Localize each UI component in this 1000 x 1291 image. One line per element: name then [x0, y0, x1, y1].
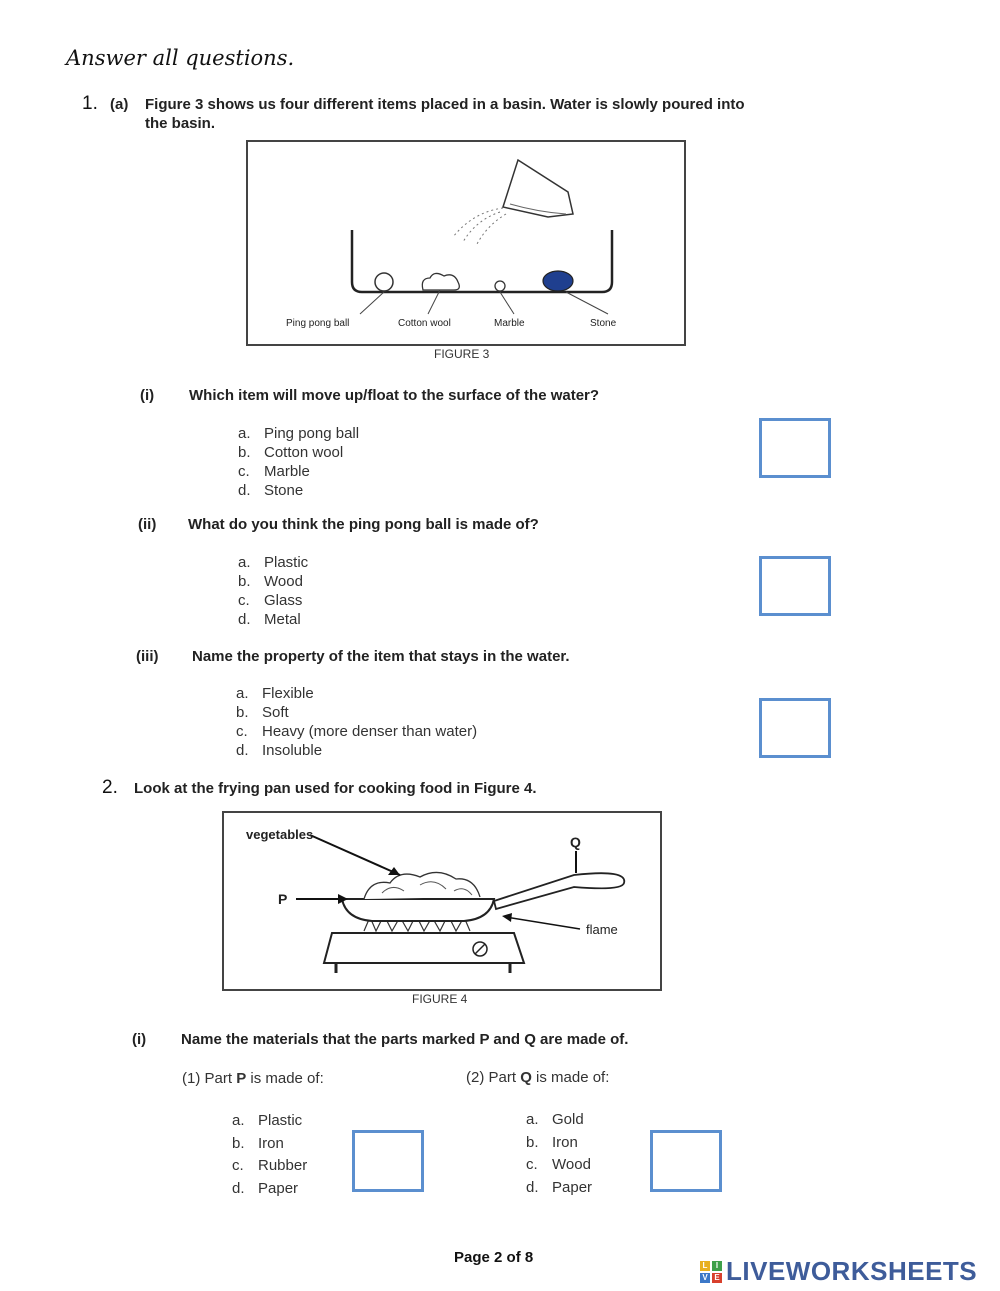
part-q-options	[526, 1109, 592, 1199]
liveworksheets-logo	[700, 1256, 977, 1287]
label-ping-pong-ball: Ping pong ball	[286, 318, 350, 329]
option: a. Plastic	[232, 1112, 303, 1129]
option: a. Gold	[526, 1111, 584, 1128]
q1-ii-text: What do you think the ping pong ball is made of?	[188, 516, 539, 533]
question-1-stem-line1: Figure 3 shows us four different items placed in a basin. Water is slowly poured into	[145, 96, 745, 113]
q1-iii-options	[236, 684, 477, 760]
label-marble: Marble	[494, 318, 525, 329]
part-p-heading: (1) Part P is made of:	[182, 1070, 324, 1087]
option: d. Metal	[238, 611, 301, 628]
question-1a-label: (a)	[110, 96, 129, 113]
label-stone: Stone	[590, 318, 617, 329]
option: c. Rubber	[232, 1157, 308, 1174]
option: c. Heavy (more denser than water)	[236, 723, 478, 740]
question-1-stem-line2: the basin.	[145, 115, 216, 132]
answer-box-q1-ii[interactable]	[759, 556, 831, 616]
q1-iii-text: Name the property of the item that stays in the water.	[192, 648, 570, 665]
question-2-number: 2.	[102, 777, 118, 798]
option: b. Wood	[238, 573, 303, 590]
answer-box-q2-part-p[interactable]	[352, 1130, 424, 1192]
answer-box-q1-i[interactable]	[759, 418, 831, 478]
basin-illustration	[248, 142, 684, 344]
figure-3	[246, 140, 686, 346]
option: a. Ping pong ball	[238, 425, 360, 442]
frying-pan-illustration	[224, 813, 660, 989]
option: d. Insoluble	[236, 742, 323, 759]
option: d. Stone	[238, 482, 304, 499]
question-1-number: 1.	[82, 93, 98, 114]
q2-i-number: (i)	[132, 1031, 147, 1048]
page-number: Page 2 of 8	[454, 1249, 534, 1266]
figure-4-caption: FIGURE 4	[412, 992, 468, 1006]
q2-i-text: Name the materials that the parts marked P and Q are made of.	[181, 1031, 629, 1048]
option: d. Paper	[526, 1178, 593, 1196]
q1-i-text: Which item will move up/float to the surface of the water?	[189, 387, 600, 404]
option: b. Iron	[526, 1133, 578, 1151]
label-q: Q	[570, 834, 581, 850]
option: b. Iron	[232, 1134, 284, 1152]
logo-grid-icon: L I V E	[700, 1261, 722, 1283]
q1-i-number: (i)	[140, 387, 155, 404]
option: c. Wood	[526, 1156, 591, 1173]
part-p-options	[232, 1110, 307, 1200]
label-cotton-wool: Cotton wool	[398, 318, 451, 329]
label-vegetables: vegetables	[246, 827, 314, 842]
answer-box-q1-iii[interactable]	[759, 698, 831, 758]
option: b. Soft	[236, 704, 289, 721]
answer-box-q2-part-q[interactable]	[650, 1130, 722, 1192]
option: b. Cotton wool	[238, 444, 344, 461]
q1-ii-options	[238, 553, 308, 629]
label-flame: flame	[586, 922, 618, 937]
option: d. Paper	[232, 1179, 299, 1197]
q1-ii-number: (ii)	[138, 516, 157, 533]
part-q-heading: (2) Part Q is made of:	[466, 1069, 610, 1086]
option: c. Glass	[238, 592, 303, 609]
figure-3-caption: FIGURE 3	[434, 347, 490, 361]
instruction: Answer all questions.	[66, 46, 295, 70]
option: a. Flexible	[236, 685, 314, 702]
option: a. Plastic	[238, 554, 309, 571]
option: c. Marble	[238, 463, 310, 480]
q1-i-options	[238, 424, 359, 500]
q1-iii-number: (iii)	[136, 648, 159, 665]
question-2-stem: Look at the frying pan used for cooking food in Figure 4.	[134, 780, 537, 797]
figure-4	[222, 811, 662, 991]
brand-name: LIVEWORKSHEETS	[726, 1256, 978, 1286]
label-p: P	[278, 891, 288, 907]
